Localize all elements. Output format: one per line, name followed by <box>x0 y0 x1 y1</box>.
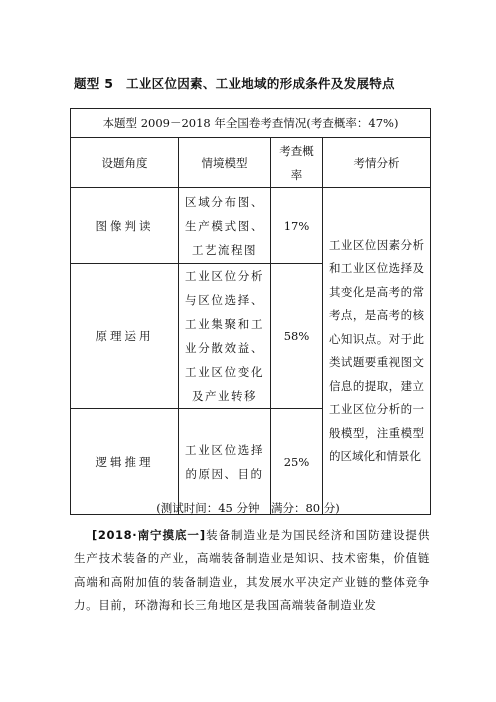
header-angle: 设题角度 <box>71 138 179 188</box>
header-probability: 考查概率 <box>271 138 323 188</box>
analysis-cell: 工业区位因素分析和工业区位选择及其变化是高考的常考点，是高考的核心知识点。对于此类试题要重视图文信息的提取，建立工业区位分析的一般模型，注重模型的区域化和情景化 <box>323 188 431 515</box>
header-model: 情境模型 <box>179 138 271 188</box>
row-angle: 图像判读 <box>71 188 179 264</box>
row-angle: 原理运用 <box>71 264 179 409</box>
section-heading: 题型 5 工业区位因素、工业地域的形成条件及发展特点 <box>74 76 395 91</box>
row-probability: 17% <box>271 188 323 264</box>
header-analysis: 考情分析 <box>323 138 431 188</box>
row-model: 工业区位选择的原因、目的 <box>179 409 271 515</box>
row-probability: 25% <box>271 409 323 515</box>
table-caption: 本题型 2009－2018 年全国卷考查情况(考查概率：47%) <box>71 109 431 138</box>
test-info: (测试时间：45 分钟 满分：80 分) <box>156 501 340 515</box>
row-probability: 58% <box>271 264 323 409</box>
question-paragraph <box>74 524 430 617</box>
row-model: 工业区位分析与区位选择、工业集聚和工业分散效益、工业区位变化及产业转移 <box>179 264 271 409</box>
question-source: [2018·南宁摸底一] <box>92 528 206 542</box>
row-angle: 逻辑推理 <box>71 409 179 515</box>
survey-table <box>70 108 431 515</box>
question-text: 装备制造业是为国民经济和国防建设提供生产技术装备的产业，高端装备制造业是知识、技术密集，价值链高端和高附加值的装备制造业，其发展水平决定产业链的整体竞争力。目前，环渤海和长三角地区是我国高端装备制造业发 <box>74 528 430 612</box>
table-row <box>71 188 431 264</box>
row-model: 区域分布图、生产模式图、工艺流程图 <box>179 188 271 264</box>
